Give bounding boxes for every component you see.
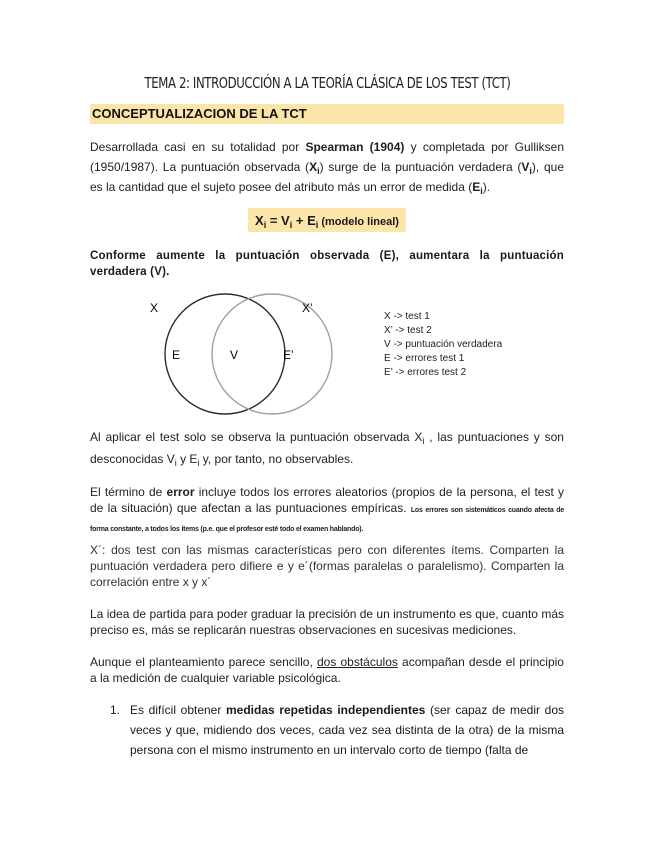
- venn-label-v: V: [230, 348, 239, 362]
- text-run: ).: [482, 180, 491, 194]
- text-run: y completada por Gulliksen (1950/1987). La puntuación observada (: [90, 140, 564, 174]
- text-run: ), que es la cantidad que el sujeto posee del atributo más un error de medida (: [90, 160, 564, 194]
- list-number: 1.: [110, 703, 121, 717]
- legend-item: E’ -> errores test 2: [384, 367, 467, 378]
- text-run: Desarrollada casi en su totalidad por: [90, 140, 306, 154]
- conforme-statement: Conforme aumente la puntuación observada (E), aumentara la puntuación verdadera (V).: [90, 250, 564, 278]
- systematic-error-note: Los errores son sistemáticos cuando afecta de forma constante, a todos los ítems (p.e. que el profesor esté todo el examen hablando).: [90, 507, 565, 533]
- symbol-v: $V_i$: [521, 160, 532, 176]
- venn-label-e: E: [172, 348, 181, 362]
- paragraph-error: El término de error incluye todos los errores aleatorios (propios de la persona, el test y de la situación) que afectan a las puntuaciones empíricas. Los errores son sistemáticos cuando afecta de forma constante, a todos los ítems (p.e. que el profesor esté todo el examen hablando).: [90, 485, 565, 533]
- list-item: Es difícil obtener medidas repetidas independientes (ser capaz de medir dos veces y que, midiendo dos veces, cada vez sea distinta de la otra) de la misma persona con el mismo instrumento en un intervalo corto de tiempo (falta de: [130, 703, 564, 757]
- venn-label-x-prime: X’: [302, 301, 313, 315]
- legend-item: X’ -> test 2: [384, 325, 432, 336]
- section-heading: CONCEPTUALIZACION DE LA TCT: [90, 104, 564, 124]
- text-run: ) surge de la puntuación verdadera (: [319, 160, 522, 174]
- symbol-e: $E_i$: [472, 180, 483, 196]
- legend-item: E -> errores test 1: [384, 353, 465, 364]
- document-title: TEMA 2: INTRODUCCIÓN A LA TEORÍA CLÁSICA DE LOS TEST (TCT): [144, 74, 511, 92]
- paragraph-precision: La idea de partida para poder graduar la precisión de un instrumento es que, cuanto más preciso es, más se replicarán nuestras observaciones en sucesivas mediciones.: [90, 607, 564, 637]
- obstacles-underlined: dos obstáculos: [316, 655, 398, 669]
- venn-label-x: X: [150, 301, 159, 315]
- legend-item: X -> test 1: [384, 311, 430, 322]
- formula-box: $X_i = V_i + E_i$ (modelo lineal): [248, 208, 406, 232]
- repeated-measures-term: medidas repetidas independientes: [226, 703, 426, 717]
- formula-label: (modelo lineal): [318, 216, 399, 228]
- numbered-list: [110, 700, 564, 760]
- paragraph-intro: [90, 137, 564, 197]
- error-term: error: [166, 485, 195, 499]
- paragraph-observed: Al aplicar el test solo se observa la puntuación observada $X_i$ , las puntuaciones y son desconocidas $V_i$ y $E_i$ y, por tanto, no observables.: [90, 430, 564, 468]
- venn-label-e-prime: E’: [283, 348, 294, 362]
- spearman-ref: Spearman (1904): [305, 140, 405, 154]
- symbol-x: $X_i$: [309, 160, 320, 176]
- venn-legend: [384, 310, 502, 380]
- paragraph-x-prime: X´: dos test con las mismas características pero con diferentes ítems. Comparten la puntuación verdadera pero difiere e y e´(formas paralelas o paralelismo). Comparten la correlación entre x y x´: [90, 543, 564, 589]
- paragraph-obstacles: Aunque el planteamiento parece sencillo, dos obstáculos acompañan desde el principio a la medición de cualquier variable psicológica.: [90, 655, 564, 685]
- legend-item: V -> puntuación verdadera: [384, 339, 503, 350]
- venn-circle-x: [165, 294, 285, 414]
- venn-diagram: [140, 292, 340, 422]
